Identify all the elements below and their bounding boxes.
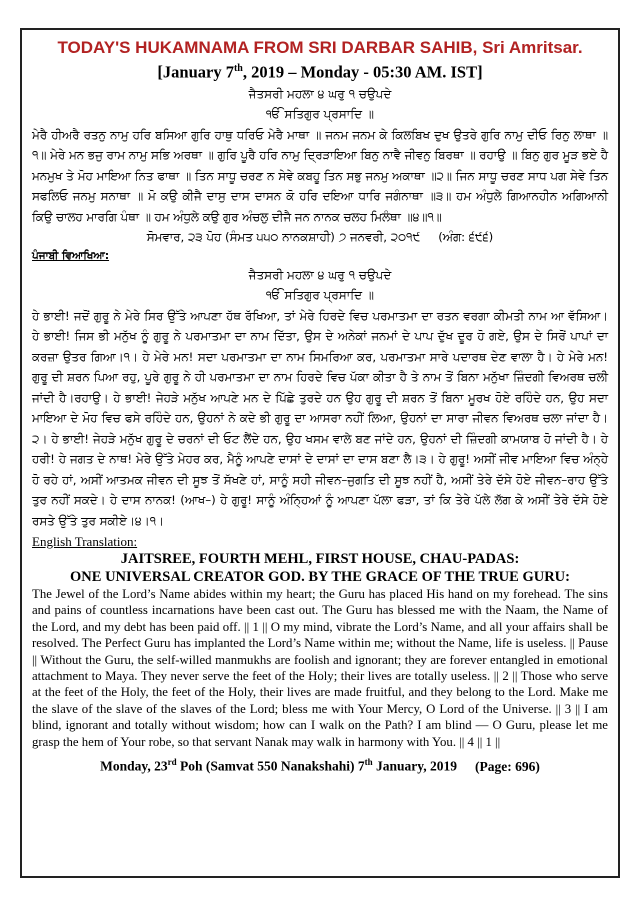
- date-header-rest: , 2019 – Monday - 05:30 AM. IST]: [242, 62, 483, 82]
- punjabi-raag-line: ਜੈਤਸਰੀ ਮਹਲਾ ੪ ਘਰੁ ੧ ਚਉਪਦੇ: [248, 267, 392, 282]
- ang-number: (ਅੰਗ: ੬੯੬): [438, 230, 494, 244]
- footer-poh: Poh (Samvat 550 Nanakshahi) 7: [176, 758, 365, 774]
- shabad-mangal: ੴ ਸਤਿਗੁਰ ਪ੍ਰਸਾਦਿ ॥: [266, 107, 374, 121]
- footer-year: January, 2019: [372, 758, 457, 774]
- footer-page: (Page: 696): [474, 758, 540, 774]
- shabad-date-line: [32, 227, 608, 248]
- english-heading-2: ONE UNIVERSAL CREATOR GOD. BY THE GRACE OF THE TRUE GURU:: [70, 569, 570, 585]
- english-heading-1: JAITSREE, FOURTH MEHL, FIRST HOUSE, CHAU-PADAS:: [120, 551, 520, 567]
- page-title: TODAY'S HUKAMNAMA FROM SRI DARBAR SAHIB, Sri Amritsar.: [57, 38, 583, 57]
- date-header-open: [January 7: [157, 62, 234, 82]
- footer-day-sup: rd: [167, 757, 177, 768]
- punjabi-text: ਹੇ ਭਾਈ! ਜਦੋਂ ਗੁਰੂ ਨੇ ਮੇਰੇ ਸਿਰ ਉੱਤੇ ਆਪਣਾ ਹੱਥ ਰੱਖਿਆ, ਤਾਂ ਮੇਰੇ ਹਿਰਦੇ ਵਿਚ ਪਰਮਾਤਮਾ ਦਾ ਰਤਨ ਵਰਗਾ ਕੀਮਤੀ ਨਾਮ ਆ ਵੱਸਿਆ। ਹੇ ਭਾਈ! ਜਿਸ ਭੀ ਮਨੁੱਖ ਨੂੰ ਗੁਰੂ ਨੇ ਪਰਮਾਤਮਾ ਦਾ ਨਾਮ ਦਿੱਤਾ, ਉਸ ਦੇ ਅਨੇਕਾਂ ਜਨਮਾਂ ਦੇ ਪਾਪ ਦੁੱਖ ਦੂਰ ਹੋ ਗਏ, ਉਸ ਦੇ ਸਿਰੋਂ ਪਾਪਾਂ ਦਾ ਕਰਜ਼ਾ ਉਤਰ ਗਿਆ।੧। ਹੇ ਮੇਰੇ ਮਨ! ਸਦਾ ਪਰਮਾਤਮਾ ਦਾ ਨਾਮ ਸਿਮਰਿਆ ਕਰ, ਪਰਮਾਤਮਾ ਸਾਰੇ ਪਦਾਰਥ ਦੇਣ ਵਾਲਾ ਹੈ। ਹੇ ਮੇਰੇ ਮਨ! ਗੁਰੂ ਦੀ ਸ਼ਰਨ ਪਿਆ ਰਹੁ, ਪੂਰੇ ਗੁਰੂ ਨੇ ਹੀ ਪਰਮਾਤਮਾ ਦਾ ਨਾਮ ਹਿਰਦੇ ਵਿਚ ਪੱਕਾ ਕੀਤਾ ਹੈ ਤੇ ਨਾਮ ਤੋਂ ਬਿਨਾ ਮਨੁੱਖਾ ਜ਼ਿੰਦਗੀ ਵਿਅਰਥ ਚਲੀ ਜਾਂਦੀ ਹੈ।ਰਹਾਉ। ਹੇ ਭਾਈ! ਜੇਹੜੇ ਮਨੁੱਖ ਆਪਣੇ ਮਨ ਦੇ ਪਿੱਛੇ ਤੁਰਦੇ ਹਨ ਉਹ ਗੁਰੂ ਦੀ ਸ਼ਰਨ ਤੋਂ ਬਿਨਾ ਮੂਰਖ ਹੋਏ ਰਹਿੰਦੇ ਹਨ, ਉਹ ਸਦਾ ਮਾਇਆ ਦੇ ਮੋਹ ਵਿਚ ਫਸੇ ਰਹਿੰਦੇ ਹਨ, ਉਹਨਾਂ ਨੇ ਕਦੇ ਭੀ ਗੁਰੂ ਦਾ ਆਸਰਾ ਨਹੀਂ ਲਿਆ, ਉਹਨਾਂ ਦਾ ਸਾਰਾ ਜੀਵਨ ਵਿਅਰਥ ਚਲਾ ਜਾਂਦਾ ਹੈ।੨। ਹੇ ਭਾਈ! ਜੇਹੜੇ ਮਨੁੱਖ ਗੁਰੂ ਦੇ ਚਰਨਾਂ ਦੀ ਓਟ ਲੈਂਦੇ ਹਨ, ਉਹ ਖਸਮ ਵਾਲੇ ਬਣ ਜਾਂਦੇ ਹਨ, ਉਹਨਾਂ ਦੀ ਜ਼ਿੰਦਗੀ ਕਾਮਯਾਬ ਹੋ ਜਾਂਦੀ ਹੈ। ਹੇ ਹਰੀ! ਹੇ ਜਗਤ ਦੇ ਨਾਥ! ਮੇਰੇ ਉੱਤੇ ਮੇਹਰ ਕਰ, ਮੈਨੂੰ ਆਪਣੇ ਦਾਸਾਂ ਦੇ ਦਾਸਾਂ ਦਾ ਦਾਸ ਬਣਾ ਲੈ।੩। ਹੇ ਗੁਰੂ! ਅਸੀਂ ਜੀਵ ਮਾਇਆ ਵਿਚ ਅੰਨ੍ਹੇ ਹੋ ਰਹੇ ਹਾਂ, ਅਸੀਂ ਆਤਮਕ ਜੀਵਨ ਦੀ ਸੂਝ ਤੋਂ ਸੱਖਣੇ ਹਾਂ, ਸਾਨੂੰ ਸਹੀ ਜੀਵਨ–ਜੁਗਤਿ ਦੀ ਸੂਝ ਨਹੀਂ ਹੈ, ਅਸੀਂ ਤੇਰੇ ਦੱਸੇ ਹੋਏ ਜੀਵਨ–ਰਾਹ ਉੱਤੇ ਤੁਰ ਨਹੀਂ ਸਕਦੇ। ਹੇ ਦਾਸ ਨਾਨਕ! (ਆਖ–) ਹੇ ਗੁਰੂ! ਸਾਨੂੰ ਅੰਨ੍ਹਿਆਂ ਨੂੰ ਆਪਣਾ ਪੱਲਾ ਫੜਾ, ਤਾਂ ਕਿ ਤੇਰੇ ਪੱਲੇ ਲੱਗ ਕੇ ਅਸੀਂ ਤੇਰੇ ਦੱਸੇ ਹੋਏ ਰਸਤੇ ਉੱਤੇ ਤੁਰ ਸਕੀਏ।੪।੧।: [32, 308, 608, 528]
- english-text: The Jewel of the Lord’s Name abides within my heart; the Guru has placed His hand on my forehead. The sins and pains of countless incarnations have been cast out. The Guru has blessed me with the Naam, the Name of the Lord, and my debt has been paid off. || 1 || O my mind, vibrate the Lord’s Name, and all your affairs shall be resolved. The Perfect Guru has implanted the Lord’s Name within me; without the Name, life is useless. || Pause || Without the Guru, the self-willed manmukhs are foolish and ignorant; they are forever entangled in emotional attachment to Maya. They never serve the feet of the Holy; their lives are totally useless. || 2 || Those who serve at the feet of the Holy, the feet of the Holy, their lives are made fruitful, and they belong to the Lord. Make me the slave of the slave of the slaves of the Lord; bless me with Your Mercy, O Lord of the Universe. || 3 || I am blind, ignorant and totally without wisdom; how can I walk on the Path? I am blind — O Guru, please let me grasp the hem of Your robe, so that servant Nanak may walk in harmony with You. || 4 || 1 ||: [32, 587, 608, 749]
- english-label: English Translation:: [32, 534, 138, 549]
- shabad-raag-line: ਜੈਤਸਰੀ ਮਹਲਾ ੪ ਘਰੁ ੧ ਚਉਪਦੇ: [248, 86, 392, 101]
- punjabi-label: ਪੰਜਾਬੀ ਵਿਆਖਿਆ:: [32, 249, 110, 262]
- gurmukhi-date: ਸੋਮਵਾਰ, ੨੩ ਪੋਹ (ਸੰਮਤ ੫੫੦ ਨਾਨਕਸ਼ਾਹੀ) ੭ ਜਨਵਰੀ, ੨੦੧੯: [146, 230, 421, 244]
- footer-day: Monday, 23: [100, 758, 168, 774]
- hukamnama-frame: [20, 28, 620, 878]
- punjabi-mangal: ੴ ਸਤਿਗੁਰ ਪ੍ਰਸਾਦਿ ॥: [266, 288, 374, 302]
- date-header-sup: th: [233, 63, 243, 74]
- shabad-text: ਮੇਰੈ ਹੀਅਰੈ ਰਤਨੁ ਨਾਮੁ ਹਰਿ ਬਸਿਆ ਗੁਰਿ ਹਾਥੁ ਧਰਿਓ ਮੇਰੈ ਮਾਥਾ ॥ ਜਨਮ ਜਨਮ ਕੇ ਕਿਲਬਿਖ ਦੁਖ ਉਤਰੇ ਗੁਰਿ ਨਾਮੁ ਦੀਓ ਰਿਨੁ ਲਾਥਾ ॥੧॥ ਮੇਰੇ ਮਨ ਭਜੁ ਰਾਮ ਨਾਮੁ ਸਭਿ ਅਰਥਾ ॥ ਗੁਰਿ ਪੂਰੈ ਹਰਿ ਨਾਮੁ ਦ੍ਰਿੜਾਇਆ ਬਿਨੁ ਨਾਵੈ ਜੀਵਨੁ ਬਿਰਥਾ ॥ ਰਹਾਉ ॥ ਬਿਨੁ ਗੁਰ ਮੂੜ ਭਏ ਹੈ ਮਨਮੁਖ ਤੇ ਮੋਹ ਮਾਇਆ ਨਿਤ ਫਾਥਾ ॥ ਤਿਨ ਸਾਧੂ ਚਰਣ ਨ ਸੇਵੇ ਕਬਹੂ ਤਿਨ ਸਭੁ ਜਨਮੁ ਅਕਾਥਾ ॥੨॥ ਜਿਨ ਸਾਧੂ ਚਰਣ ਸਾਧ ਪਗ ਸੇਵੇ ਤਿਨ ਸਫਲਿਓ ਜਨਮੁ ਸਨਾਥਾ ॥ ਮੋ ਕਉ ਕੀਜੈ ਦਾਸੁ ਦਾਸ ਦਾਸਨ ਕੋ ਹਰਿ ਦਇਆ ਧਾਰਿ ਜਗੰਨਾਥਾ ॥੩॥ ਹਮ ਅੰਧੁਲੇ ਗਿਆਨਹੀਨ ਅਗਿਆਨੀ ਕਿਉ ਚਾਲਹ ਮਾਰਗਿ ਪੰਥਾ ॥ ਹਮ ਅੰਧੁਲੇ ਕਉ ਗੁਰ ਅੰਚਲੁ ਦੀਜੈ ਜਨ ਨਾਨਕ ਚਲਹ ਮਿਲੰਥਾ ॥੪॥੧॥: [32, 127, 608, 224]
- footer-poh-sup: th: [364, 757, 373, 768]
- date-header: [32, 58, 608, 84]
- footer-date: [32, 752, 608, 777]
